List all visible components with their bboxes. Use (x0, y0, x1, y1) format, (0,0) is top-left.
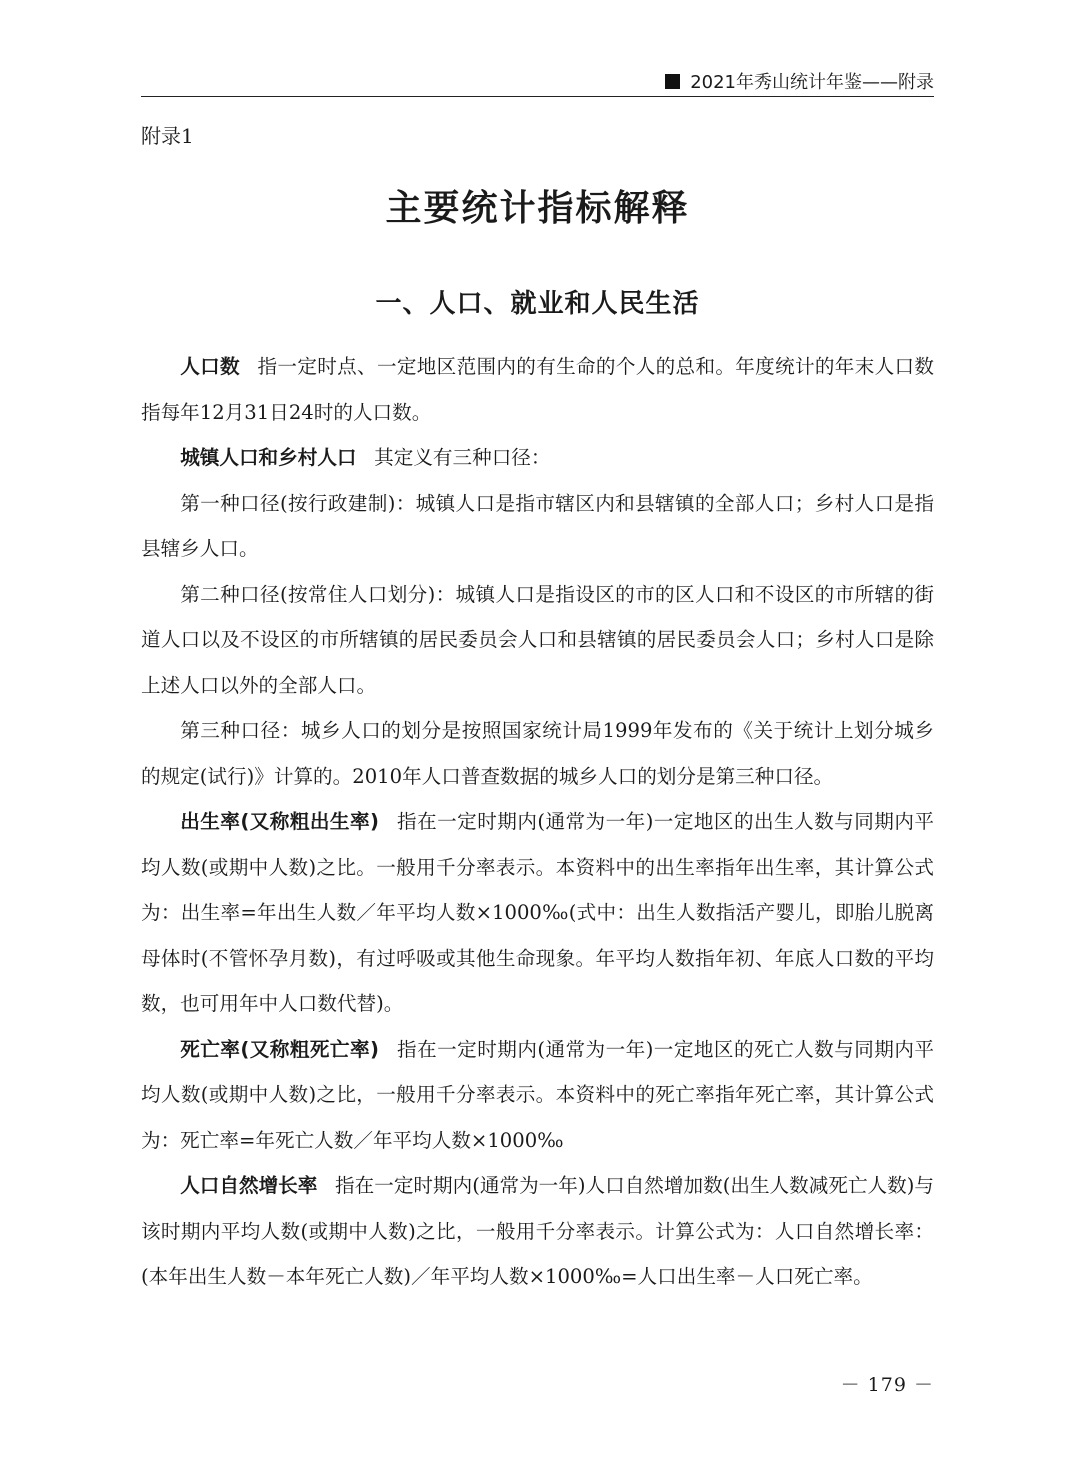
page-number: － 179 － (840, 1374, 934, 1396)
definition-paragraph-urban-rural (141, 435, 934, 481)
definition-text: 指在一定时期内(通常为一年)人口自然增加数(出生人数减死亡人数)与该时期内平均人数(或期中人数)之比，一般用千分率表示。计算公式为：人口自然增长率：(本年出生人数－本年死亡人数)／年平均人数×1000‰=人口出生率－人口死亡率。 (141, 1174, 935, 1288)
definition-paragraph-natural-growth-rate (141, 1163, 934, 1300)
definition-paragraph-death-rate (141, 1027, 934, 1164)
paragraph-criterion-2: 第二种口径(按常住人口划分)：城镇人口是指设区的市的区人口和不设区的市所辖的街道人口以及不设区的市所辖镇的居民委员会人口和县辖镇的居民委员会人口；乡村人口是除上述人口以外的全部人口。 (141, 582, 934, 697)
definition-text: 指在一定时期内(通常为一年)一定地区的死亡人数与同期内平均人数(或期中人数)之比，一般用千分率表示。本资料中的死亡率指年死亡率，其计算公式为：死亡率=年死亡人数／年平均人数×1000‰ (141, 1037, 934, 1152)
header-title: 2021年秀山统计年鉴——附录 (690, 72, 934, 93)
definition-text: 指一定时点、一定地区范围内的有生命的个人的总和。年度统计的年末人口数指每年12月31日24时的人口数。 (141, 355, 935, 424)
term-label: 死亡率(又称粗死亡率) (180, 1037, 379, 1061)
running-header (141, 66, 934, 97)
term-label: 人口数 (180, 355, 240, 378)
definition-paragraph-birth-rate (141, 799, 934, 1027)
header-square-marker (665, 74, 680, 89)
definition-text: 指在一定时期内(通常为一年)一定地区的出生人数与同期内平均人数(或期中人数)之比。一般用千分率表示。本资料中的出生率指年出生率，其计算公式为：出生率=年出生人数／年平均人数×1000‰(式中：出生人数指活产婴儿，即胎儿脱离母体时(不管怀孕月数)，有过呼吸或其他生命现象。年平均人数指年初、年底人口数的平均数，也可用年中人口数代替)。 (141, 810, 934, 1015)
page-title: 主要统计指标解释 (385, 188, 690, 229)
appendix-label: 附录1 (141, 124, 194, 148)
body-content (141, 344, 934, 1300)
term-label: 出生率(又称粗出生率) (180, 810, 379, 833)
paragraph-criterion-1: 第一种口径(按行政建制)：城镇人口是指市辖区内和县辖镇的全部人口；乡村人口是指县辖乡人口。 (141, 491, 934, 560)
term-label: 人口自然增长率 (180, 1174, 318, 1197)
definition-text: 其定义有三种口径： (374, 446, 551, 469)
definition-paragraph-population (141, 344, 934, 435)
paragraph-criterion-3: 第三种口径：城乡人口的划分是按照国家统计局1999年发布的《关于统计上划分城乡的规定(试行)》计算的。2010年人口普查数据的城乡人口的划分是第三种口径。 (141, 719, 934, 788)
section-title: 一、人口、就业和人民生活 (375, 289, 700, 319)
term-label: 城镇人口和乡村人口 (180, 446, 357, 469)
